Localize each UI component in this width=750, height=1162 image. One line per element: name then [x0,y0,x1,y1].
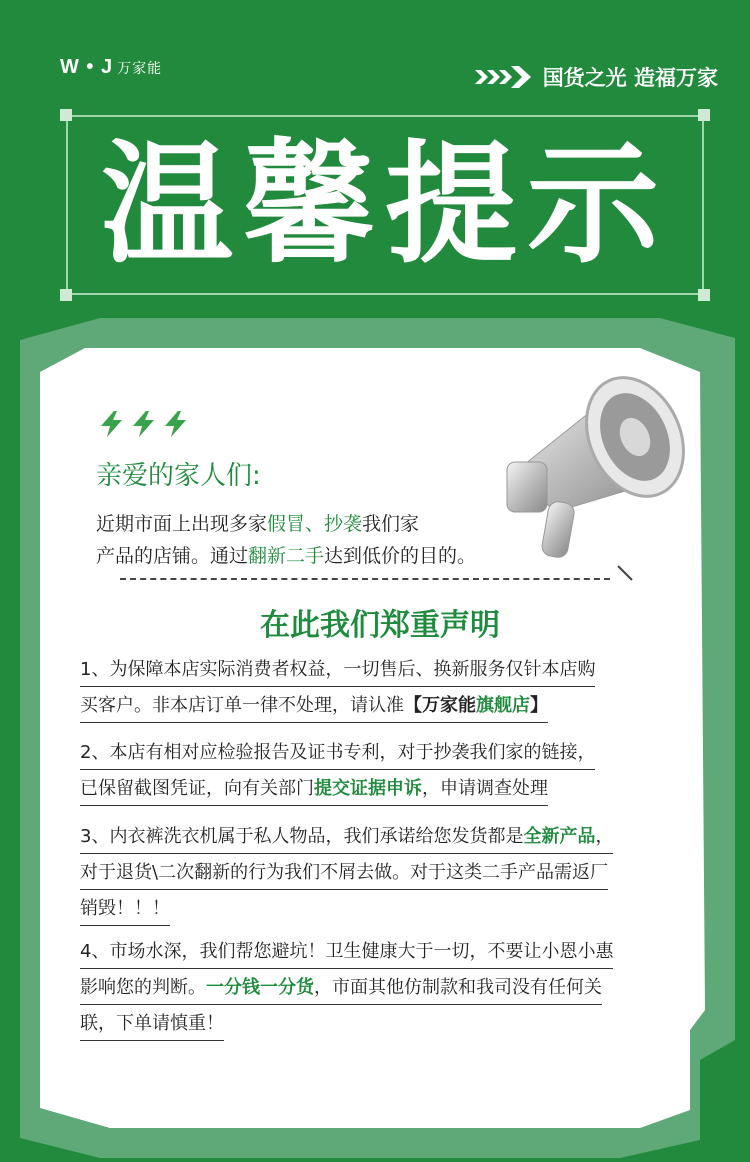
item-text: ，申请调查处理 [422,778,548,799]
item-bold: 【万家能 [404,695,476,716]
lightning-icons [98,410,190,438]
item-text: 4、市场水深，我们帮您避坑！卫生健康大于一切，不要让小恩小惠 [80,941,614,962]
statement-item-2 [80,737,700,809]
page-title: 温馨提示 [101,128,669,282]
statement-item-3 [80,821,700,929]
item-highlight: 全新产品 [523,826,596,847]
statement-item-4 [80,936,700,1044]
item-text: 买客户。非本店订单一律不处理，请认准 [80,695,404,716]
brand-name: 万家能 [117,60,163,76]
lightning-icon [98,410,126,438]
greeting: 亲爱的家人们: [96,461,261,491]
lightning-icon [130,410,158,438]
megaphone-icon [495,362,695,572]
intro-highlight-2: 翻新二手 [248,545,325,567]
intro-text-2: 我们家 [362,513,420,535]
brand-mark: W • J [60,56,114,78]
intro-text-3: 产品的店铺。通过 [96,545,249,567]
item-text: 联，下单请慎重！ [80,1013,224,1034]
item-text: ， [595,826,614,847]
intro-text-4: 达到低价的目的。 [324,545,477,567]
item-text: 2、本店有相对应检验报告及证书专利，对于抄袭我们家的链接， [80,742,596,763]
slogan-text: 国货之光 造福万家 [542,66,718,90]
item-text: 影响您的判断。 [80,977,206,998]
item-text: 已保留截图凭证，向有关部门 [80,778,314,799]
item-highlight: 旗舰店 [476,695,530,716]
dashed-divider [120,578,610,580]
item-text: ，市面其他仿制款和我司没有任何关 [314,977,602,998]
intro-highlight-1: 假冒、抄袭 [267,513,363,535]
divider-end-icon [616,564,636,584]
item-text: 1、为保障本店实际消费者权益，一切售后、换新服务仅针本店购 [80,659,596,680]
item-text: 3、内衣裤洗衣机属于私人物品，我们承诺给您发货都是 [80,826,524,847]
item-highlight: 提交证据申诉 [314,778,422,799]
statement-heading: 在此我们郑重声明 [260,608,500,643]
intro-text-1: 近期市面上出现多家 [96,513,268,535]
intro-text [96,508,516,572]
statement-item-1 [80,654,700,726]
item-highlight: 一分钱一分货 [206,977,314,998]
item-text: 销毁！！！ [80,898,170,919]
item-bold: 】 [530,695,548,716]
arrow-icon [475,66,533,88]
brand-logo [60,56,162,79]
slogan [475,62,718,92]
item-text: 对于退货\二次翻新的行为我们不屑去做。对于这类二手产品需返厂 [80,862,609,883]
lightning-icon [162,410,190,438]
